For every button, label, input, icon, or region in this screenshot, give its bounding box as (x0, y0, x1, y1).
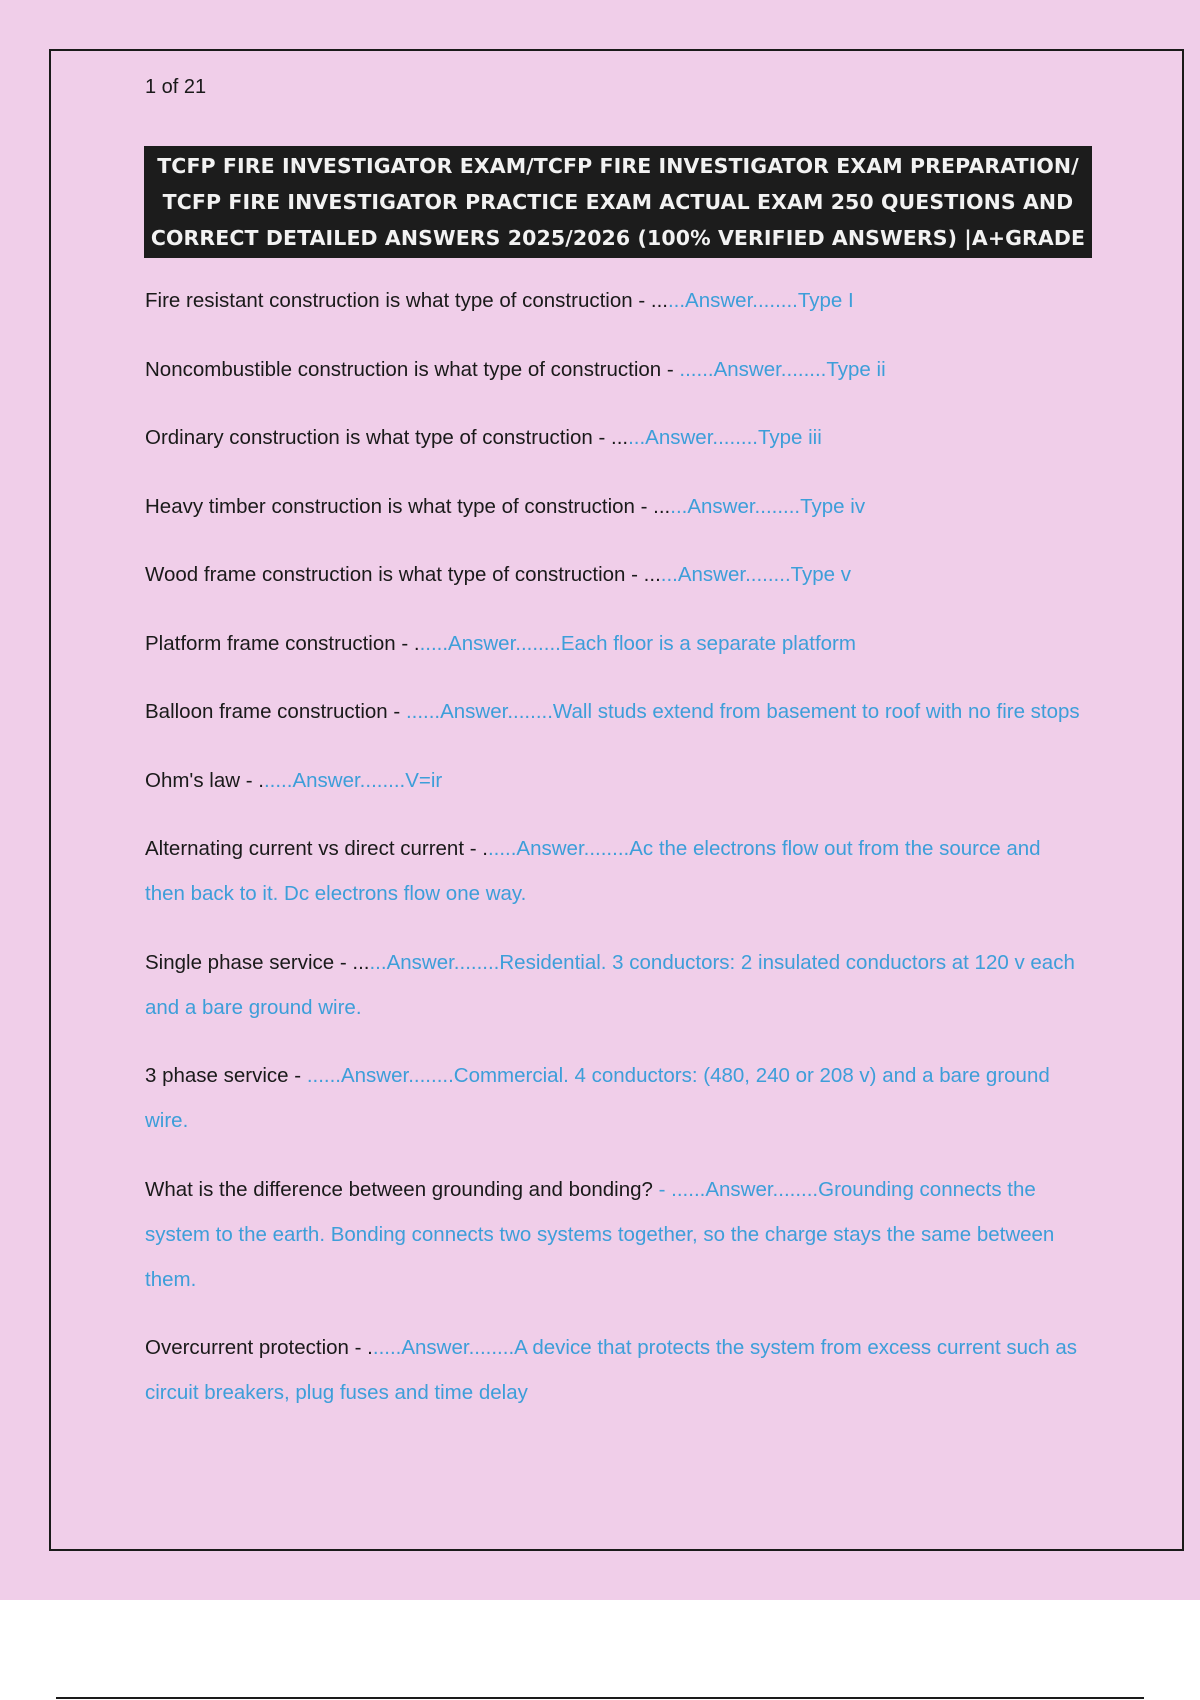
question-answer-list (145, 278, 1085, 1439)
answer-text: ......Answer........Type ii (679, 357, 886, 381)
qa-item (145, 758, 1085, 803)
title-line: TCFP FIRE INVESTIGATOR EXAM/TCFP FIRE INVESTIGATOR EXAM PREPARATION/ (157, 154, 1079, 178)
question-text: What is the difference between grounding and bonding? (145, 1177, 659, 1201)
qa-item (145, 1167, 1085, 1302)
question-text: Overcurrent protection - . (145, 1336, 373, 1359)
answer-text: - ......Answer........Grounding connects the system to the earth. Bonding connects two systems together, so the charge stays the same between them. (145, 1177, 1055, 1291)
answer-text: .....Answer........Each floor is a separate platform (419, 631, 856, 655)
question-text: Platform frame construction - . (145, 631, 420, 655)
answer-text: ......Answer........Wall studs extend from basement to roof with no fire stops (405, 700, 1080, 723)
qa-item (145, 689, 1085, 734)
qa-item (145, 278, 1085, 323)
answer-text: ...Answer........Type iii (628, 426, 822, 449)
qa-item (145, 552, 1085, 597)
question-text: Noncombustible construction is what type of construction - (145, 357, 680, 381)
title-line: CORRECT DETAILED ANSWERS 2025/2026 (100% VERIFIED ANSWERS) |A+GRADE (150, 226, 1086, 250)
question-text: Heavy timber construction is what type of construction - ... (145, 494, 671, 518)
answer-text: .....Answer........A device that protects the system from excess current such as circuit breakers, plug fuses and time delay (145, 1336, 1077, 1404)
answer-text: ...Answer........Type I (667, 289, 854, 312)
title-line: TCFP FIRE INVESTIGATOR PRACTICE EXAM ACTUAL EXAM 250 QUESTIONS AND (162, 190, 1074, 214)
footer-rule (56, 1697, 1144, 1699)
question-text: Single phase service - ... (145, 950, 370, 974)
question-text: Fire resistant construction is what type of construction - ... (145, 289, 668, 312)
question-text: Balloon frame construction - (145, 700, 406, 723)
document-title (144, 146, 1092, 258)
qa-item (145, 1325, 1085, 1415)
answer-text: .....Answer........V=ir (263, 768, 443, 792)
answer-text: ......Answer........Commercial. 4 conductors: (480, 240 or 208 v) and a bare ground wire. (145, 1064, 1050, 1132)
question-text: 3 phase service - (145, 1064, 307, 1087)
answer-text: ...Answer........Residential. 3 conductors: 2 insulated conductors at 120 v each and a bare ground wire. (145, 950, 1075, 1019)
answer-text: ...Answer........Type iv (670, 494, 866, 518)
qa-item (145, 621, 1085, 666)
answer-text: ...Answer........Type v (660, 563, 852, 586)
question-text: Wood frame construction is what type of construction - ... (145, 563, 661, 586)
qa-item (145, 940, 1085, 1030)
qa-item (145, 826, 1085, 916)
qa-item (145, 1053, 1085, 1143)
answer-text: .....Answer........Ac the electrons flow out from the source and then back to it. Dc electrons flow one way. (145, 837, 1041, 905)
page-counter: 1 of 21 (145, 76, 207, 98)
question-text: Ordinary construction is what type of construction - ... (145, 426, 629, 449)
qa-item (145, 484, 1085, 529)
question-text: Ohm's law - . (145, 768, 264, 792)
question-text: Alternating current vs direct current - . (145, 837, 488, 860)
qa-item (145, 347, 1085, 392)
qa-item (145, 415, 1085, 460)
